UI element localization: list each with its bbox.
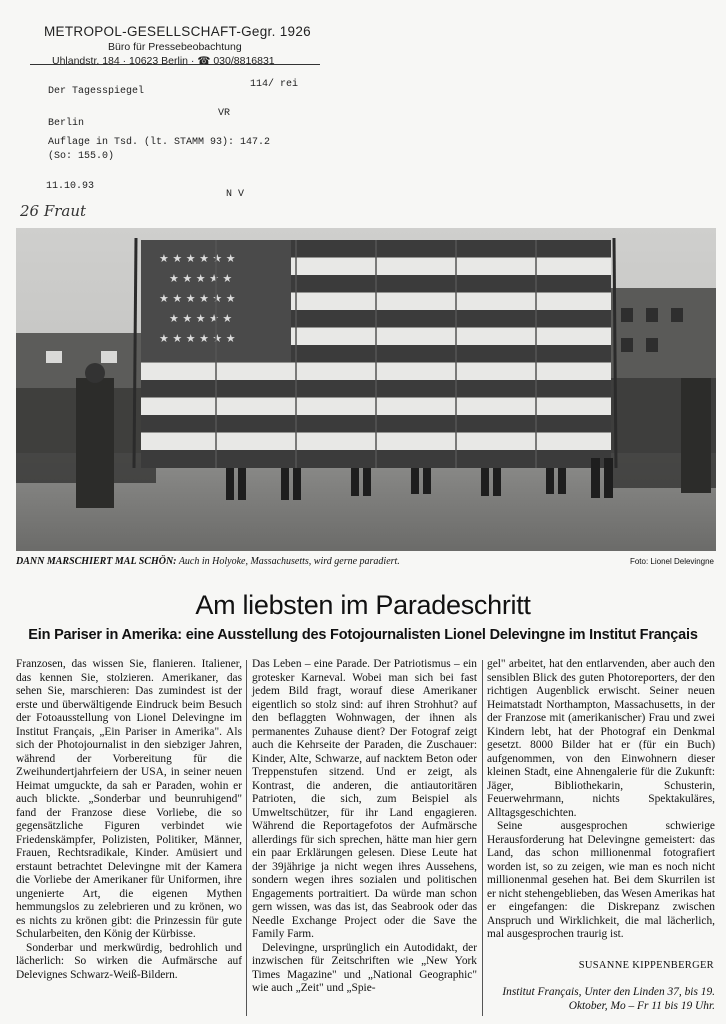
column-divider	[246, 660, 247, 1016]
caption-lead: DANN MARSCHIERT MAL SCHÖN:	[16, 556, 177, 567]
paragraph: Sonderbar und merkwürdig, bedrohlich und lächerlich: So wirken die Aufmärsche auf Delevignes Schwarz-Weiß-Bildern.	[16, 941, 242, 981]
column-divider	[482, 660, 483, 1016]
press-office-address: Uhlandstr. 184 · 10623 Berlin · ☎ 030/8816831	[52, 55, 275, 67]
paragraph: Delevingne, ursprünglich ein Autodidakt, der inzwischen für Zeitschriften wie „New York Times Magazine" und „National Geographic" wie auch „Zeit" und „Spie-	[252, 941, 477, 994]
handwritten-note: 26 Fraut	[20, 202, 87, 220]
clipping-reference: 114/ rei	[250, 79, 299, 90]
clipping-codes: N V	[226, 189, 245, 200]
circulation-line: Auflage in Tsd. (lt. STAMM 93): 147.2	[48, 137, 271, 148]
paragraph: Franzosen, das wissen Sie, flanieren. Italiener, das kennen Sie, stolzieren. Amerikaner, das sehen Sie, marschieren: Das zumindest ist der erste und überwältigende Eindruck beim Besuch der Fotoausstellung von Lionel Delevingne im Institut Français, „Ein Pariser in Amerika". Als sich der Photojournalist in den siebziger Jahren, während der Vorbereitung für die Zweihundertjahrfeiern der USA, in seiner neuen Heimat umguckte, da sah er Paraden, wohin er auch blickte. „Sonderbar und beunruhigend" fand der Franzose diese Vorliebe, die so gegensätzliche Figuren verbindet wie Friedenskämpfer, Polizisten, Politiker, Männer, Frauen, Rechtsradikale, Kinder. Amüsiert und erstaunt betrachtet Delevingne mit der Kamera die Vorliebe der Amerikaner für Uniformen, ihre ungenierte Art, die eigenen Mythen hemmungslos zu zelebrieren und zu krönen, wo es nichts zu krönen gibt: die Prinzessin für gute Schularbeiten, den König der Kürbisse.	[16, 658, 242, 940]
article-subheadline: Ein Pariser in Amerika: eine Ausstellung des Fotojournalisten Lionel Delevingne im Institut Français	[28, 627, 698, 643]
article-column-1	[16, 658, 242, 982]
paragraph: gel" arbeitet, hat den entlarvenden, aber auch den sensiblen Blick des guten Photoreporters, der den richtigen Augenblick erwischt. Seiner neuen Heimatstadt Northampton, Massachusetts, in der der Franzose mit (amerikanischer) Frau und zwei Kindern lebt, hat der Photograf ein Denkmal gesetzt. 8000 Bilder hat er (für ein Buch) aufgenommen, von den Einwohnern dieser kleinen Stadt, eine Ahnengalerie für die Zukunft: Jäger, Bibliothekarin, Schusterin, Feuerwehrmann, nichts Spektakuläres, Alltagsgeschichten.	[487, 658, 715, 819]
svg-text:★ ★ ★ ★ ★: ★ ★ ★ ★ ★	[169, 312, 233, 325]
newspaper-city: Berlin	[48, 118, 85, 129]
newspaper-name: Der Tagesspiegel	[48, 86, 145, 97]
article-column-3	[487, 658, 715, 942]
stamp-divider	[30, 64, 320, 65]
article-headline: Am liebsten im Paradeschritt	[195, 590, 531, 620]
svg-text:★ ★ ★ ★ ★: ★ ★ ★ ★ ★	[169, 272, 233, 285]
sunday-circulation: (So: 155.0)	[48, 151, 115, 162]
svg-text:★ ★ ★ ★ ★ ★: ★ ★ ★ ★ ★ ★	[159, 252, 236, 265]
flag-parade-image	[16, 228, 716, 551]
article-column-2	[252, 658, 477, 996]
photo-caption	[16, 556, 400, 567]
press-office-name: METROPOL-GESELLSCHAFT-Gegr. 1926	[44, 24, 311, 39]
press-office-subtitle: Büro für Pressebeobachtung	[108, 41, 242, 53]
paragraph: Seine ausgesprochen schwierige Herausforderung hat Delevingne gemeistert: das Land, das schon millionenmal fotografiert worden ist, so zu zeigen, wie man es noch nicht millionenmal gesehen hat. Bei dem Skurrilen ist er nicht stehengeblieben, das Wesen Amerikas hat er eingefangen: die Diskrepanz zwischen Anspruch und Wirklichkeit, die mal lächerlich, mal ausgesprochen traurig ist.	[487, 820, 715, 940]
article-author: SUSANNE KIPPENBERGER	[578, 960, 714, 971]
clipping-vr-code: VR	[218, 108, 231, 119]
svg-text:★ ★ ★ ★ ★ ★: ★ ★ ★ ★ ★ ★	[159, 332, 236, 345]
clipping-date: 11.10.93	[46, 181, 95, 192]
svg-text:★ ★ ★ ★ ★ ★: ★ ★ ★ ★ ★ ★	[159, 292, 236, 305]
parade-photo	[16, 228, 716, 551]
exhibition-info: Institut Français, Unter den Linden 37, bis 19. Oktober, Mo – Fr 11 bis 19 Uhr.	[502, 986, 715, 1012]
photo-credit: Foto: Lionel Delevingne	[629, 557, 714, 566]
paragraph: Das Leben – eine Parade. Der Patriotismus – ein grotesker Karneval. Wobei man sich bei fast jedem Bild fragt, worauf diese Amerikaner eigentlich so stolz sind: auf ihren Strohhut? auf den beflaggten Wohnwagen, der ihnen als permanentes Zuhause dient? Der Fotograf zeigt auch die Kehrseite der Paraden, die Zuschauer: Kinder, Alte, Schwarze, auf nacktem Beton oder Treppenstufen sitzend. Und er zeigt, als Kontrast, die anderen, die antiautoritären Patrioten, die sich, zum Beispiel als Umweltschützer, für ihr Land engagieren. Während die Reportagefotos der Aufmärsche allerdings für sich sprechen, hätte man hier gern ein paar Erklärungen gelesen. Diese Leute hat der 39jährige ja nicht wegen ihres Aussehens, sondern wegen ihres sozialen und politischen Engagements portraitiert. Da würde man schon gern wissen, was das ist, das Seabrook oder das Needle Exchange Project oder die Save the Family Farm.	[252, 658, 477, 940]
caption-text: Auch in Holyoke, Massachusetts, wird gerne paradiert.	[176, 556, 400, 567]
